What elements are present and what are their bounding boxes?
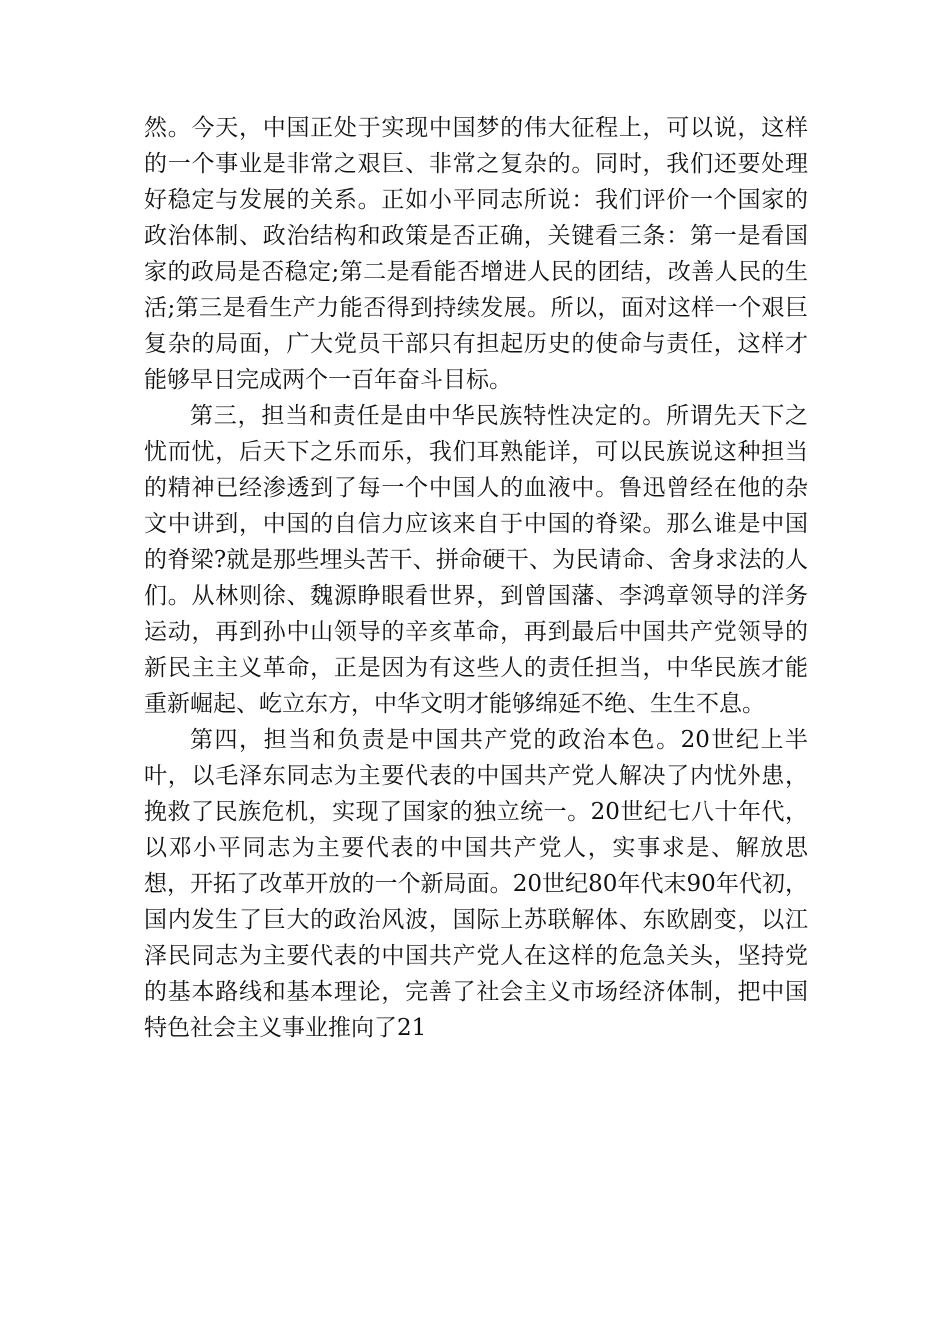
paragraph-third-point: 第三，担当和责任是由中华民族特性决定的。所谓先天下之忧而忧，后天下之乐而乐，我们耳熟能详，可以民族说这种担当的精神已经渗透到了每一个中国人的血液中。鲁迅曾经在他的杂文中讲到，中国的自信力应该来自于中国的脊梁。那么谁是中国的脊梁?就是那些埋头苦干、拼命硬干、为民请命、舍身求法的人们。从林则徐、魏源睁眼看世界，到曾国藩、李鸿章领导的洋务运动，再到孙中山领导的辛亥革命，再到最后中国共产党领导的新民主主义革命，正是因为有这些人的责任担当，中华民族才能重新崛起、屹立东方，中华文明才能够绵延不绝、生生不息。	[144, 403, 808, 717]
document-body	[144, 110, 808, 1046]
paragraph-fourth-point: 第四，担当和负责是中国共产党的政治本色。20世纪上半叶，以毛泽东同志为主要代表的中国共产党人解决了内忧外患，挽救了民族危机，实现了国家的独立统一。20世纪七八十年代，以邓小平同志为主要代表的中国共产党人，实事求是、解放思想，开拓了改革开放的一个新局面。20世纪80年代末90年代初，国内发生了巨大的政治风波，国际上苏联解体、东欧剧变，以江泽民同志为主要代表的中国共产党人在这样的危急关头，坚持党的基本路线和基本理论，完善了社会主义市场经济体制，把中国特色社会主义事业推向了21	[144, 727, 808, 1041]
paragraph-continuation: 然。今天，中国正处于实现中国梦的伟大征程上，可以说，这样的一个事业是非常之艰巨、非常之复杂的。同时，我们还要处理好稳定与发展的关系。正如小平同志所说：我们评价一个国家的政治体制、政治结构和政策是否正确，关键看三条：第一是看国家的政局是否稳定;第二是看能否增进人民的团结，改善人民的生活;第三是看生产力能否得到持续发展。所以，面对这样一个艰巨复杂的局面，广大党员干部只有担起历史的使命与责任，这样才能够早日完成两个一百年奋斗目标。	[144, 115, 808, 393]
